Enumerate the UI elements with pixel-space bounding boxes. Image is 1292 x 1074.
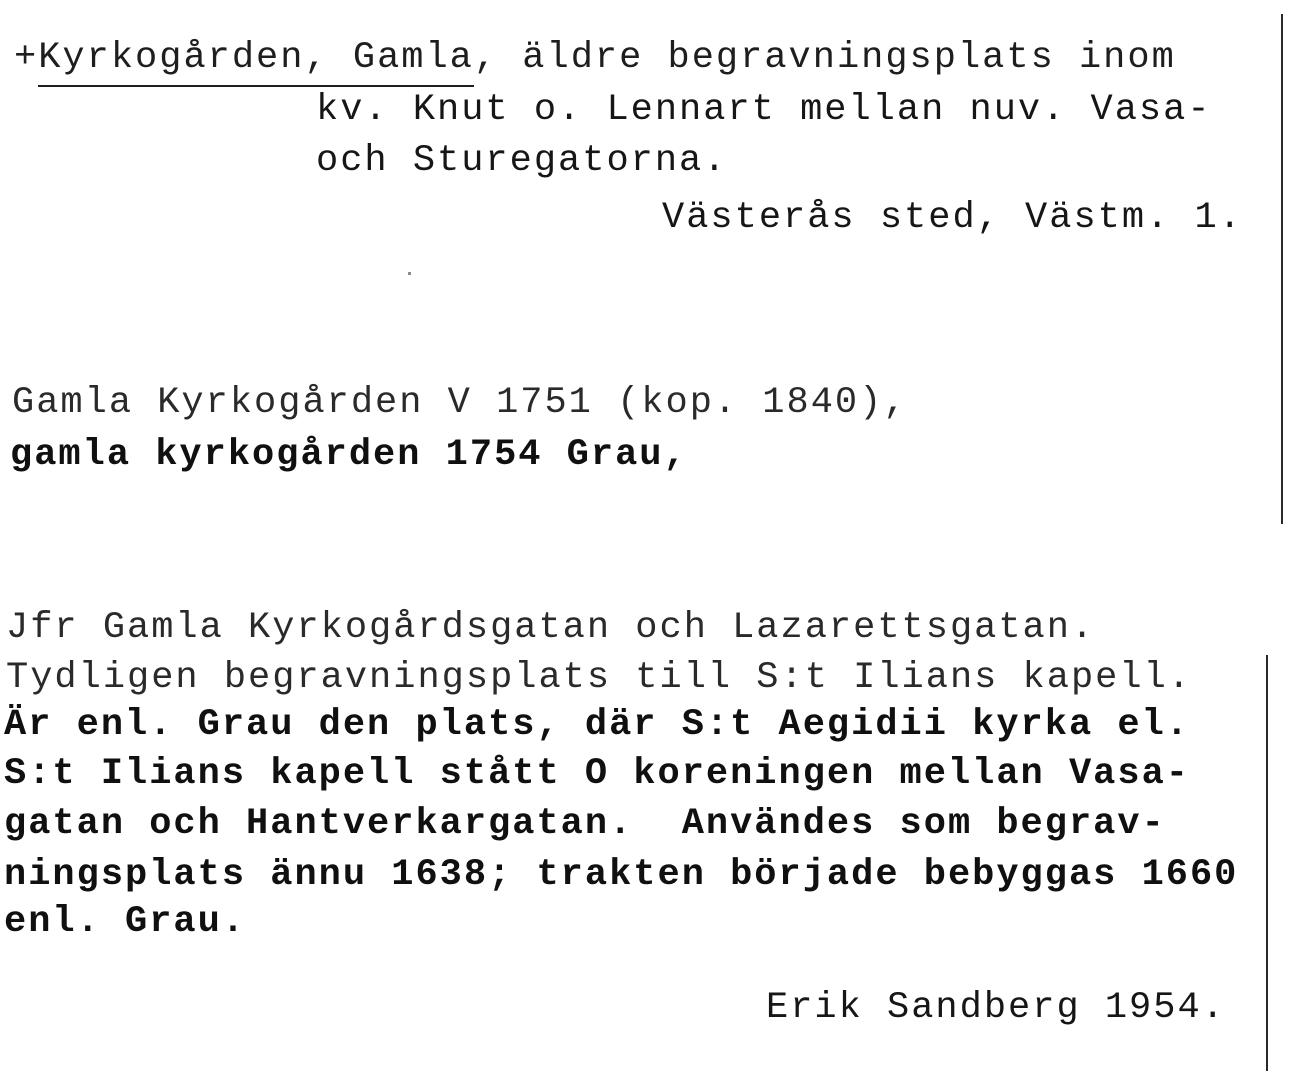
entry-heading-rest: , äldre begravningsplats inom	[473, 37, 1176, 79]
note-line: ningsplats ännu 1638; trakten började bebyggas 1660	[4, 854, 1239, 896]
speck	[408, 272, 411, 275]
note-line: S:t Ilians kapell stått O koreningen mellan Vasa-	[4, 753, 1190, 795]
note-line: gatan och Hantverkargatan. Användes som begrav-	[4, 803, 1166, 845]
entry-heading	[14, 37, 1176, 79]
card-edge-line	[1266, 655, 1268, 1071]
signature: Erik Sandberg 1954.	[766, 987, 1226, 1029]
note-line: Tydligen begravningsplats till S:t Ilians kapell.	[6, 657, 1192, 699]
note-line: Jfr Gamla Kyrkogårdsgatan och Lazarettsgatan.	[6, 607, 1096, 649]
citation-line: gamla kyrkogården 1754 Grau,	[10, 434, 688, 476]
card-edge-line	[1281, 14, 1283, 524]
definition-line: och Sturegatorna.	[316, 140, 728, 182]
entry-term: Kyrkogården, Gamla	[38, 37, 474, 87]
definition-line: kv. Knut o. Lennart mellan nuv. Vasa-	[316, 89, 1212, 131]
note-line: enl. Grau.	[4, 901, 247, 943]
note-line: Är enl. Grau den plats, där S:t Aegidii kyrka el.	[4, 704, 1190, 746]
citation-line: Gamla Kyrkogården V 1751 (kop. 1840),	[12, 382, 908, 424]
entry-marker: +	[14, 37, 39, 79]
source-reference: Västerås sted, Västm. 1.	[662, 197, 1243, 239]
